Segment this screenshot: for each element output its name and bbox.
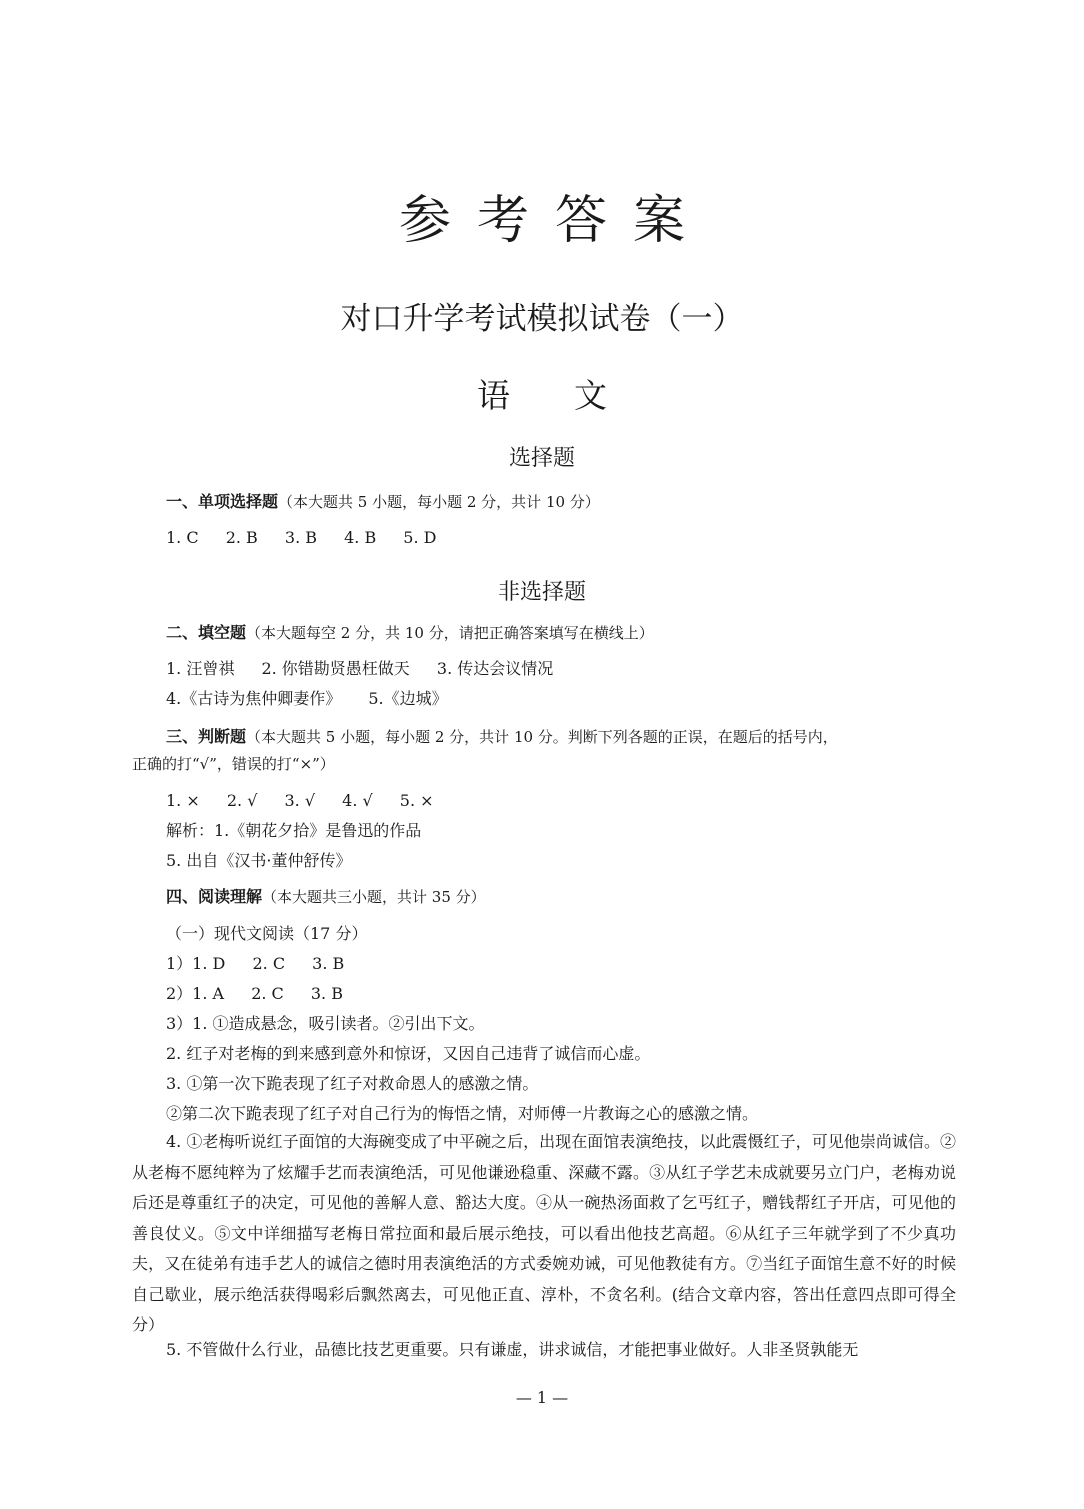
answer-item: 2. C bbox=[251, 984, 284, 1003]
answer-item: 3. 传达会议情况 bbox=[436, 659, 554, 678]
q2-note: （本大题每空 2 分，共 10 分，请把正确答案填写在横线上） bbox=[246, 624, 654, 642]
q1-note: （本大题共 5 小题，每小题 2 分，共计 10 分） bbox=[278, 493, 600, 511]
page-title: 参考答案 bbox=[398, 191, 711, 251]
q3-answers bbox=[166, 790, 956, 812]
answer-item: 2）1. A bbox=[166, 984, 225, 1003]
answer-item: 5.《边城》 bbox=[368, 689, 448, 708]
q4-answer-4: 2. 红子对老梅的到来感到意外和惊讶，又因自己违背了诚信而心虚。 bbox=[166, 1044, 651, 1063]
q4-answer-paragraph: 4. ①老梅听说红子面馆的大海碗变成了中平碗之后，出现在面馆表演绝技，以此震慑红子，可见他崇尚诚信。②从老梅不愿纯粹为了炫耀手艺而表演绝活，可见他谦逊稳重、深藏不露。③从红子学艺未成就要另立门户，老梅劝说后还是尊重红子的决定，可见他的善解人意、豁达大度。④从一碗热汤面救了乞丐红子，赠钱帮红子开店，可见他的善良仗义。⑤文中详细描写老梅日常拉面和最后展示绝技，可以看出他技艺高超。⑥从红子三年就学到了不少真功夫，又在徒弟有违手艺人的诚信之德时用表演绝活的方式委婉劝诫，可见他教徒有方。⑦当红子面馆生意不好的时候自己歇业，展示绝活获得喝彩后飘然离去，可见他正直、淳朴，不贪名利。(结合文章内容，答出任意四点即可得全分） bbox=[132, 1132, 956, 1334]
answer-item: 5. D bbox=[403, 528, 437, 547]
q3-heading bbox=[166, 726, 956, 748]
q4-answer-6: ②第二次下跪表现了红子对自己行为的悔悟之情，对师傅一片教诲之心的感激之情。 bbox=[166, 1104, 759, 1123]
section-heading-choice: 选择题 bbox=[508, 446, 575, 471]
q2-answers-line1 bbox=[166, 658, 956, 680]
q4-answer-final: 5. 不管做什么行业，品德比技艺更重要。只有谦虚，讲求诚信，才能把事业做好。人非圣贤孰能无 bbox=[166, 1340, 859, 1359]
q3-analysis-1: 解析：1.《朝花夕拾》是鲁迅的作品 bbox=[166, 821, 422, 840]
q4-answer-5: 3. ①第一次下跪表现了红子对救命恩人的感激之情。 bbox=[166, 1074, 539, 1093]
q1-answers bbox=[166, 527, 956, 549]
q1-title: 一、单项选择题 bbox=[166, 492, 279, 511]
q4-answers-1 bbox=[166, 953, 956, 975]
subject-title: 语文 bbox=[477, 376, 671, 415]
q4-heading bbox=[166, 886, 956, 908]
q4-subheading: （一）现代文阅读（17 分） bbox=[166, 924, 368, 943]
answer-item: 3. B bbox=[310, 984, 343, 1003]
q4-note: （本大题共三小题，共计 35 分） bbox=[262, 888, 486, 906]
answer-item: 4. √ bbox=[342, 791, 373, 810]
answer-item: 2. √ bbox=[226, 791, 258, 810]
q3-note-continued: 正确的打“√”，错误的打“×”） bbox=[132, 755, 335, 773]
answer-item: 1. C bbox=[166, 528, 199, 547]
section-heading-non-choice: 非选择题 bbox=[497, 580, 586, 605]
page-number: — 1 — bbox=[515, 1388, 569, 1407]
exam-title: 对口升学考试模拟试卷（一） bbox=[340, 301, 744, 337]
answer-item: 4.《古诗为焦仲卿妻作》 bbox=[166, 689, 342, 708]
answer-item: 3. B bbox=[312, 954, 345, 973]
q3-note: （本大题共 5 小题，每小题 2 分，共计 10 分。判断下列各题的正误，在题后的括号内， bbox=[246, 728, 838, 746]
q2-heading bbox=[166, 622, 956, 644]
q1-heading bbox=[166, 491, 956, 513]
q3-title: 三、判断题 bbox=[166, 727, 247, 746]
answer-item: 2. 你错勘贤愚枉做天 bbox=[261, 659, 410, 678]
answer-item: 5. × bbox=[399, 791, 434, 810]
q2-answers-line2 bbox=[166, 688, 956, 710]
answer-item: 1. × bbox=[166, 791, 200, 810]
answer-item: 1. 汪曾祺 bbox=[166, 659, 235, 678]
q4-answers-2 bbox=[166, 983, 956, 1005]
q3-analysis-2: 5. 出自《汉书·董仲舒传》 bbox=[166, 851, 352, 870]
answer-item: 3. √ bbox=[284, 791, 316, 810]
answer-item: 4. B bbox=[344, 528, 377, 547]
q4-answer-3: 3）1. ①造成悬念，吸引读者。②引出下文。 bbox=[166, 1014, 485, 1033]
answer-item: 1）1. D bbox=[166, 954, 226, 973]
q2-title: 二、填空题 bbox=[166, 623, 247, 642]
answer-item: 2. C bbox=[252, 954, 286, 973]
q4-title: 四、阅读理解 bbox=[166, 887, 263, 906]
answer-item: 2. B bbox=[225, 528, 258, 547]
answer-item: 3. B bbox=[284, 528, 317, 547]
